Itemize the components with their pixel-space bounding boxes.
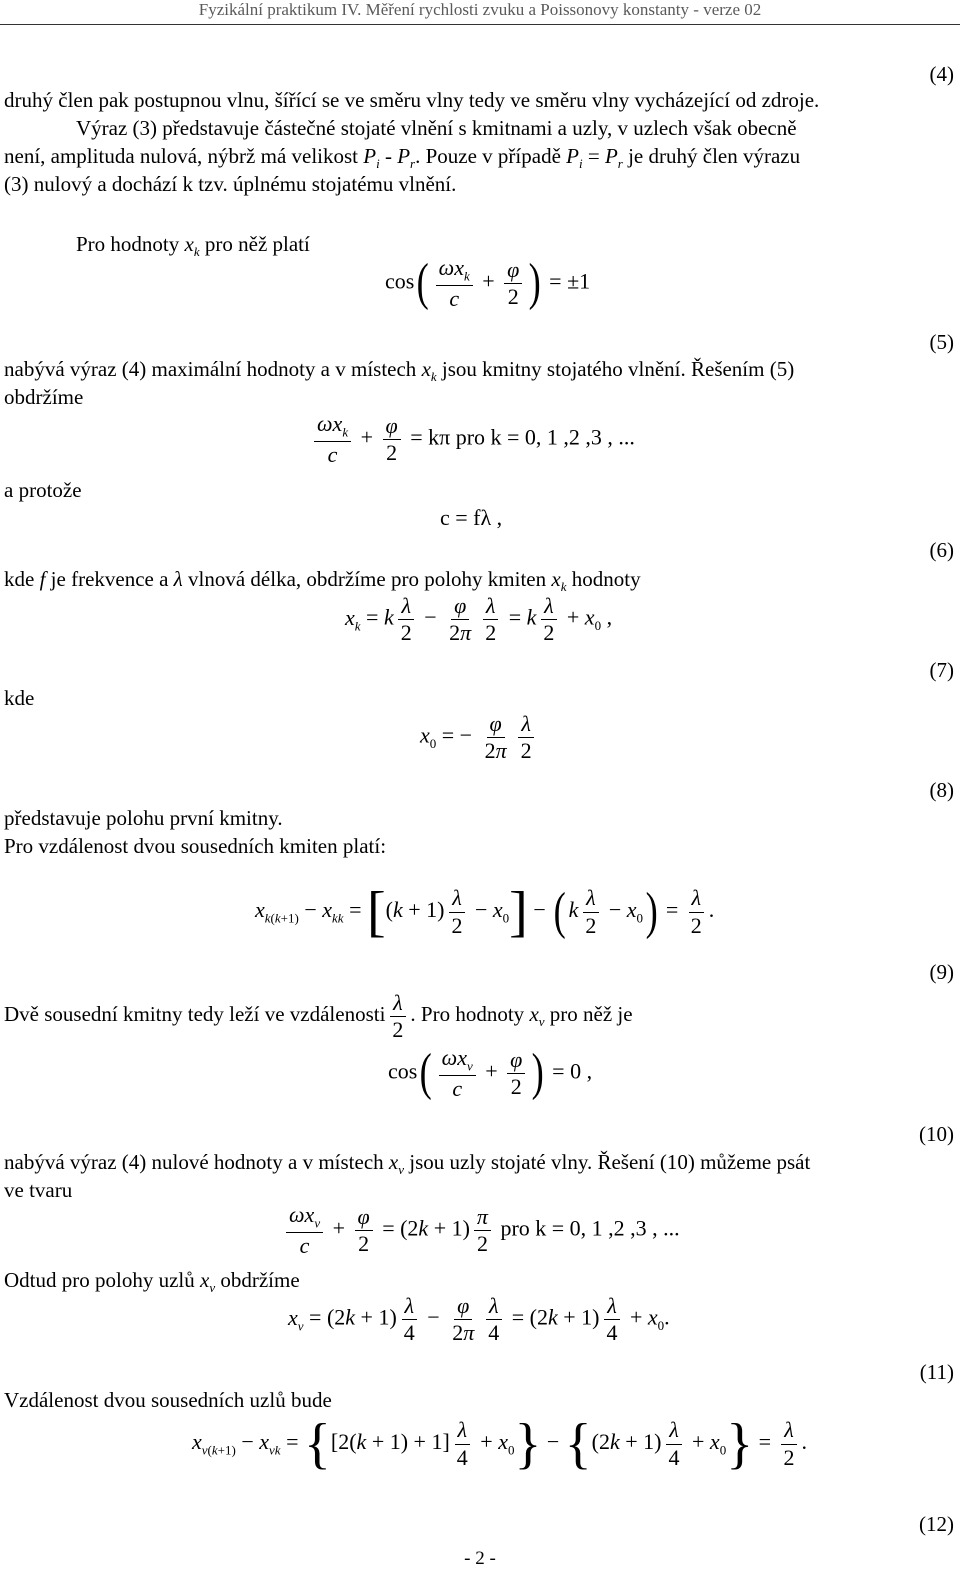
eq-number-9: (9) — [929, 960, 954, 984]
equation-odd-pi: $\frac{\omega x_v}{c}$ + $\frac{\varphi}{2}$ = (2k + 1) $\frac{\pi}{2}$ pro k = 0, 1 ,2 ,3 , ... — [282, 1203, 680, 1258]
eq-number-7: (7) — [929, 658, 954, 682]
paragraph-line: kde — [4, 686, 35, 710]
running-header: Fyzikální praktikum IV. Měření rychlosti zvuku a Poissonovy konstanty - verze 02 — [198, 0, 762, 19]
equation-5: cos( $\frac{\omega x_k}{c}$ + $\frac{\varphi}{2}$ ) = ±1 — [385, 254, 591, 312]
equation-12: $x_{v(k+1)} - x_{vk} = \{[2(k + 1) + 1]$ $\frac{\lambda}{4}$ + $x_0\} - \{(2k + 1)$ $\frac{\lambda}{4}$ + $x_0$} = $\frac{\lambda}{2}$ . — [192, 1413, 807, 1475]
equation-c-flambda: c = fλ , — [440, 505, 503, 530]
paragraph-line: Výraz (3) představuje částečné stojaté vlnění s kmitnami a uzly, v uzlech však obecně — [76, 116, 797, 140]
eq-number-5: (5) — [929, 330, 954, 354]
paragraph-line: nabývá výraz (4) maximální hodnoty a v místech $x_k$ jsou kmitny stojatého vlnění. Řešením (5) — [4, 357, 795, 385]
paragraph-line: není, amplituda nulová, nýbrž má velikost $P_i - P_r$. Pouze v případě $P_i = P_r$ je druhý člen výrazu — [4, 144, 801, 172]
paragraph-line: představuje polohu první kmitny. — [4, 806, 283, 830]
paragraph-line: kde f je frekvence a λ vlnová délka, obdržíme pro polohy kmiten $x_k$ hodnoty — [4, 567, 641, 595]
paragraph-line: druhý člen pak postupnou vlnu, šířící se ve směru vlny tedy ve směru vlny vycházející od zdroje. — [4, 88, 820, 112]
eq-number-12: (12) — [919, 1512, 954, 1536]
equation-8: $x_0$ = − $\frac{\varphi}{2\pi}$ $\frac{\lambda}{2}$ — [420, 712, 539, 763]
eq-number-4: (4) — [929, 62, 954, 86]
paragraph-line: obdržíme — [4, 385, 84, 409]
eq-number-11: (11) — [919, 1360, 954, 1384]
equation-10: cos( $\frac{\omega x_v}{c}$ + $\frac{\varphi}{2}$ ) = 0 , — [388, 1044, 593, 1102]
eq-number-8: (8) — [929, 778, 954, 802]
paragraph-line: Pro hodnoty $x_k$ pro něž platí — [76, 232, 310, 260]
paragraph-line: Odtud pro polohy uzlů $x_v$ obdržíme — [4, 1268, 300, 1296]
equation-kpi: $\frac{\omega x_k}{c}$ + $\frac{\varphi}{2}$ = kπ pro k = 0, 1 ,2 ,3 , ... — [310, 412, 635, 467]
page-number: - 2 - — [464, 1548, 496, 1569]
paragraph-line: a protože — [4, 478, 82, 502]
eq-number-6: (6) — [929, 538, 954, 562]
paragraph-line: Dvě sousední kmitny tedy leží ve vzdálenosti $\frac{\lambda}{2}$ . Pro hodnoty $x_v$ pro něž je — [4, 989, 633, 1042]
paragraph-line: ve tvaru — [4, 1178, 73, 1202]
equation-7: $x_k = k$ $\frac{\lambda}{2}$ − $\frac{\varphi}{2\pi}$ $\frac{\lambda}{2}$ = k $\frac{\lambda}{2}$ + $x_0$ , — [345, 593, 613, 646]
eq-number-10: (10) — [919, 1122, 954, 1146]
paragraph-line: nabývá výraz (4) nulové hodnoty a v místech $x_v$ jsou uzly stojaté vlny. Řešení (10) můžeme psát — [4, 1150, 811, 1178]
paragraph-line: (3) nulový a dochází k tzv. úplnému stojatému vlnění. — [4, 172, 457, 196]
header-rule — [0, 24, 960, 25]
paragraph-line: Vzdálenost dvou sousedních uzlů bude — [4, 1388, 332, 1412]
equation-9: $x_{k(k+1)} - x_{kk} = [(k + 1)$ $\frac{\lambda}{2}$ − $x_0$] − ( k $\frac{\lambda}{2}$ − $x_0$) = $\frac{\lambda}{2}$ . — [255, 881, 715, 943]
equation-11: $x_v = (2k + 1)$ $\frac{\lambda}{4}$ − $\frac{\varphi}{2\pi}$ $\frac{\lambda}{4}$ = (2k + 1) $\frac{\lambda}{4}$ + $x_0$. — [288, 1293, 670, 1346]
paragraph-line: Pro vzdálenost dvou sousedních kmiten platí: — [4, 834, 387, 858]
